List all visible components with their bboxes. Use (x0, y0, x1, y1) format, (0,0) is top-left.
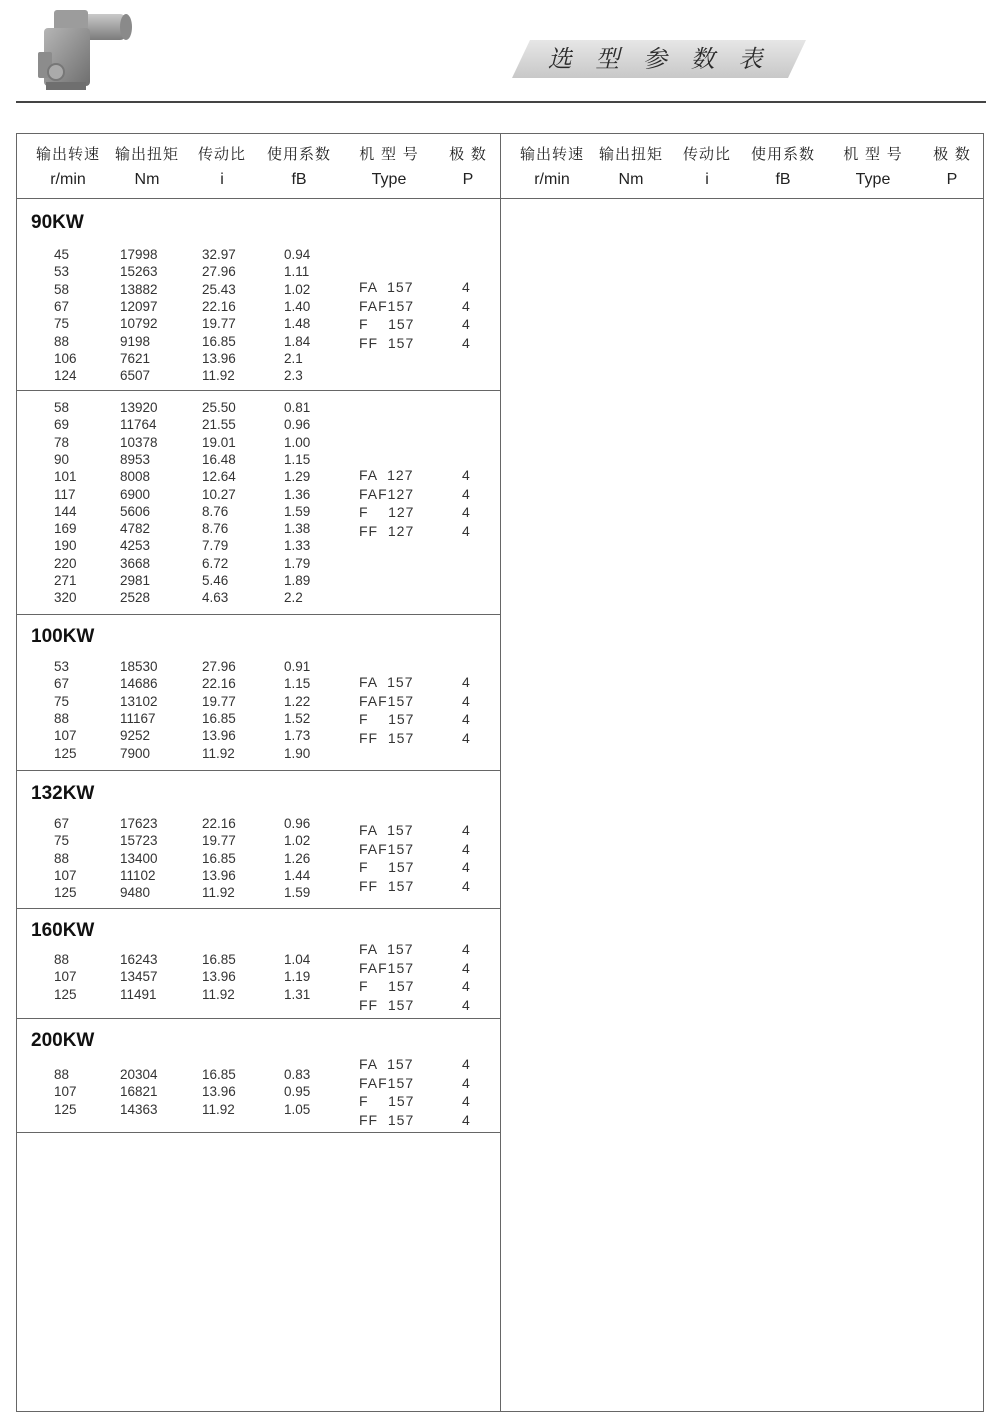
ratio-cell: 7.79 (202, 538, 229, 554)
model-type-cell: FA 157 (359, 674, 414, 690)
column-divider (500, 133, 501, 1412)
service-factor-cell: 1.59 (284, 503, 311, 519)
torque-cell: 11764 (120, 417, 157, 433)
poles-cell: 4 (462, 522, 470, 539)
torque-cell: 13102 (120, 693, 158, 709)
ratio-cell: 16.85 (202, 850, 236, 866)
poles-cell: 4 (462, 1093, 470, 1109)
ratio-cell: 22.16 (202, 298, 236, 314)
section-divider (16, 1132, 500, 1133)
poles-cell: 4 (462, 297, 470, 314)
ratio-cell: 21.55 (202, 417, 236, 433)
torque-cell: 11167 (120, 710, 156, 726)
speed-cell: 106 (54, 350, 77, 366)
torque-cell: 8953 (120, 451, 151, 467)
torque-cell: 17998 (120, 247, 158, 262)
model-type-cell: FAF157 (359, 840, 415, 857)
poles-cell: 4 (462, 674, 470, 690)
service-factor-cell: 1.79 (284, 555, 311, 571)
table-row (16, 572, 316, 589)
section-divider (16, 908, 500, 909)
model-type-cell: F 157 (359, 711, 415, 727)
speed-cell: 88 (54, 850, 70, 866)
model-type-cell: FAF157 (359, 692, 415, 709)
model-row (16, 1111, 500, 1129)
ratio-cell: 22.16 (202, 676, 236, 692)
model-type-cell: FAF127 (359, 485, 415, 502)
poles-cell: 4 (462, 840, 470, 857)
ratio-cell: 11.92 (202, 885, 235, 901)
table-row (16, 434, 316, 451)
power-rating-label: 160KW (31, 920, 95, 941)
service-factor-cell: 1.90 (284, 745, 311, 761)
ratio-cell: 13.96 (202, 350, 236, 366)
col-header-poles: 极 数 P (449, 145, 487, 188)
torque-cell: 13920 (120, 400, 158, 415)
speed-cell: 125 (54, 745, 77, 761)
col-header-speed-right: 输出转速 r/min (519, 145, 584, 188)
torque-cell: 13882 (120, 281, 158, 297)
speed-cell: 88 (54, 1067, 70, 1082)
power-rating-label: 132KW (31, 783, 95, 804)
service-factor-cell: 0.95 (284, 1084, 311, 1100)
service-factor-cell: 2.1 (284, 350, 303, 366)
model-type-cell: FA 157 (359, 941, 414, 957)
col-header-speed: 输出转速 r/min (35, 145, 100, 188)
ratio-cell: 6.72 (202, 555, 229, 571)
model-type-cell: FF 157 (359, 729, 415, 746)
model-row (16, 877, 500, 895)
ratio-cell: 25.50 (202, 400, 236, 415)
torque-cell: 10792 (120, 316, 158, 332)
model-type-cell: FA 157 (359, 822, 414, 838)
torque-cell: 14686 (120, 676, 158, 692)
col-header-torque-right: 输出扭矩 Nm (598, 145, 663, 188)
service-factor-cell: 1.15 (284, 676, 311, 692)
torque-cell: 6507 (120, 368, 151, 384)
service-factor-cell: 1.15 (284, 451, 311, 467)
model-row (16, 1092, 500, 1110)
model-row (16, 996, 500, 1014)
torque-cell: 16243 (120, 952, 158, 967)
model-row (16, 334, 500, 352)
torque-cell: 7900 (120, 745, 151, 761)
model-type-cell: F 157 (359, 316, 415, 332)
speed-cell: 67 (54, 676, 70, 692)
poles-cell: 4 (462, 959, 470, 976)
model-row (16, 940, 500, 958)
col-header-type: 机 型 号 Type (359, 145, 419, 188)
ratio-cell: 16.48 (202, 451, 236, 467)
service-factor-cell: 2.2 (284, 590, 303, 606)
ratio-cell: 8.76 (202, 521, 229, 537)
service-factor-cell: 1.33 (284, 538, 311, 554)
power-rating-label: 200KW (31, 1030, 95, 1051)
ratio-cell: 4.63 (202, 590, 229, 606)
torque-cell: 13400 (120, 850, 158, 866)
ratio-cell: 12.64 (202, 469, 236, 485)
table-row (16, 416, 316, 433)
speed-cell: 75 (54, 693, 70, 709)
model-row (16, 297, 500, 315)
torque-cell: 4253 (120, 538, 151, 554)
poles-cell: 4 (462, 978, 470, 994)
poles-cell: 4 (462, 334, 470, 351)
model-type-cell: FAF157 (359, 959, 415, 976)
model-type-cell: FA 157 (359, 1056, 414, 1072)
model-type-cell: F 157 (359, 978, 415, 994)
speed-cell: 88 (54, 710, 70, 726)
speed-cell: 69 (54, 417, 70, 433)
torque-cell: 9480 (120, 885, 151, 901)
ratio-cell: 19.01 (202, 434, 236, 450)
ratio-cell: 11.92 (202, 1101, 235, 1117)
service-factor-cell: 1.44 (284, 867, 311, 883)
service-factor-cell: 1.19 (284, 969, 311, 985)
model-type-cell: F 157 (359, 859, 415, 875)
speed-cell: 75 (54, 833, 70, 849)
service-factor-cell: 1.11 (284, 264, 310, 280)
speed-cell: 117 (54, 486, 76, 502)
poles-cell: 4 (462, 822, 470, 838)
speed-cell: 107 (54, 969, 77, 985)
model-row (16, 673, 500, 691)
ratio-cell: 16.85 (202, 710, 236, 726)
table-row (16, 555, 316, 572)
model-row (16, 522, 500, 540)
speed-cell: 53 (54, 264, 70, 280)
poles-cell: 4 (462, 1111, 470, 1128)
power-rating-label: 90KW (31, 212, 84, 233)
torque-cell: 20304 (120, 1067, 158, 1082)
table-row (16, 246, 316, 263)
torque-cell: 8008 (120, 469, 151, 485)
title-banner (512, 40, 806, 78)
service-factor-cell: 1.04 (284, 952, 311, 967)
model-type-cell: FAF157 (359, 1074, 415, 1091)
speed-cell: 101 (54, 469, 77, 485)
ratio-cell: 27.96 (202, 659, 236, 674)
torque-cell: 9198 (120, 333, 151, 349)
poles-cell: 4 (462, 941, 470, 957)
ratio-cell: 16.85 (202, 952, 236, 967)
speed-cell: 124 (54, 368, 77, 384)
speed-cell: 58 (54, 281, 70, 297)
speed-cell: 58 (54, 400, 70, 415)
model-type-cell: F 127 (359, 504, 415, 520)
service-factor-cell: 1.29 (284, 469, 311, 485)
section-divider (16, 614, 500, 615)
service-factor-cell: 0.81 (284, 400, 311, 415)
ratio-cell: 11.92 (202, 986, 235, 1002)
service-factor-cell: 1.36 (284, 486, 311, 502)
col-header-ratio-right: 传动比 i (682, 145, 731, 188)
ratio-cell: 11.92 (202, 368, 235, 384)
ratio-cell: 19.77 (202, 693, 236, 709)
service-factor-cell: 1.59 (284, 885, 311, 901)
service-factor-cell: 1.48 (284, 316, 311, 332)
model-type-cell: FF 157 (359, 996, 415, 1013)
ratio-cell: 16.85 (202, 1067, 236, 1082)
ratio-cell: 11.92 (202, 745, 235, 761)
col-header-service-factor-right: 使用系数 fB (750, 145, 815, 188)
speed-cell: 125 (54, 1101, 77, 1117)
table-row (16, 589, 316, 606)
service-factor-cell: 0.83 (284, 1067, 311, 1082)
torque-cell: 14363 (120, 1101, 158, 1117)
torque-cell: 2981 (120, 573, 151, 588)
speed-cell: 144 (54, 503, 77, 519)
model-type-cell: FF 157 (359, 877, 415, 894)
model-type-cell: FF 157 (359, 1111, 415, 1128)
poles-cell: 4 (462, 279, 470, 295)
ratio-cell: 25.43 (202, 281, 236, 297)
table-row (16, 350, 316, 367)
service-factor-cell: 0.91 (284, 659, 311, 674)
service-factor-cell: 1.38 (284, 521, 311, 537)
ratio-cell: 13.96 (202, 867, 236, 883)
model-row (16, 858, 500, 876)
poles-cell: 4 (462, 996, 470, 1013)
poles-cell: 4 (462, 316, 470, 332)
col-header-poles-right: 极 数 P (933, 145, 971, 188)
speed-cell: 125 (54, 885, 77, 901)
model-row (16, 1055, 500, 1073)
speed-cell: 220 (54, 555, 77, 571)
poles-cell: 4 (462, 729, 470, 746)
poles-cell: 4 (462, 1056, 470, 1072)
col-header-torque: 输出扭矩 Nm (114, 145, 179, 188)
model-row (16, 729, 500, 747)
torque-cell: 4782 (120, 521, 151, 537)
ratio-cell: 8.76 (202, 503, 229, 519)
poles-cell: 4 (462, 711, 470, 727)
model-row (16, 485, 500, 503)
gear-motor-icon (36, 8, 136, 94)
model-type-cell: FA 157 (359, 279, 414, 295)
speed-cell: 53 (54, 659, 70, 674)
model-row (16, 1074, 500, 1092)
model-row (16, 959, 500, 977)
speed-cell: 190 (54, 538, 77, 554)
service-factor-cell: 1.02 (284, 281, 311, 297)
ratio-cell: 32.97 (202, 247, 236, 262)
col-header-ratio: 传动比 i (197, 145, 246, 188)
header-divider (16, 198, 984, 199)
service-factor-cell: 0.96 (284, 417, 311, 433)
ratio-cell: 13.96 (202, 1084, 236, 1100)
service-factor-cell: 2.3 (284, 368, 303, 384)
speed-cell: 320 (54, 590, 77, 606)
speed-cell: 67 (54, 816, 70, 831)
ratio-cell: 22.16 (202, 816, 236, 831)
model-type-cell: FF 157 (359, 334, 415, 351)
torque-cell: 6900 (120, 486, 151, 502)
torque-cell: 11102 (120, 867, 156, 883)
ratio-cell: 19.77 (202, 316, 236, 332)
torque-cell: 11491 (120, 986, 157, 1002)
header-rule (16, 101, 986, 103)
speed-cell: 125 (54, 986, 77, 1002)
page-title: 选 型 参 数 表 (547, 45, 771, 73)
torque-cell: 17623 (120, 816, 158, 831)
ratio-cell: 13.96 (202, 969, 236, 985)
poles-cell: 4 (462, 1074, 470, 1091)
service-factor-cell: 1.73 (284, 728, 311, 744)
torque-cell: 3668 (120, 555, 151, 571)
poles-cell: 4 (462, 859, 470, 875)
service-factor-cell: 0.96 (284, 816, 311, 831)
ratio-cell: 19.77 (202, 833, 236, 849)
speed-cell: 88 (54, 952, 70, 967)
torque-cell: 18530 (120, 659, 158, 674)
speed-cell: 75 (54, 316, 70, 332)
speed-cell: 88 (54, 333, 70, 349)
section-divider (16, 390, 500, 391)
table-row (16, 537, 316, 554)
torque-cell: 2528 (120, 590, 151, 606)
service-factor-cell: 1.02 (284, 833, 311, 849)
model-row (16, 466, 500, 484)
speed-cell: 107 (54, 867, 77, 883)
torque-cell: 16821 (120, 1084, 158, 1100)
section-divider (16, 1018, 500, 1019)
service-factor-cell: 1.40 (284, 298, 311, 314)
torque-cell: 5606 (120, 503, 151, 519)
poles-cell: 4 (462, 504, 470, 520)
speed-cell: 107 (54, 728, 77, 744)
table-row (16, 399, 316, 416)
ratio-cell: 27.96 (202, 264, 236, 280)
poles-cell: 4 (462, 485, 470, 502)
ratio-cell: 5.46 (202, 573, 229, 588)
speed-cell: 45 (54, 247, 70, 262)
model-type-cell: FAF157 (359, 297, 415, 314)
col-header-type-right: 机 型 号 Type (843, 145, 903, 188)
model-row (16, 278, 500, 296)
model-row (16, 821, 500, 839)
speed-cell: 67 (54, 298, 70, 314)
model-row (16, 710, 500, 728)
section-divider (16, 770, 500, 771)
poles-cell: 4 (462, 877, 470, 894)
service-factor-cell: 1.05 (284, 1101, 311, 1117)
speed-cell: 107 (54, 1084, 77, 1100)
model-row (16, 315, 500, 333)
torque-cell: 10378 (120, 434, 158, 450)
model-type-cell: FA 127 (359, 467, 414, 483)
service-factor-cell: 1.00 (284, 434, 311, 450)
table-row (16, 367, 316, 384)
service-factor-cell: 0.94 (284, 247, 311, 262)
ratio-cell: 16.85 (202, 333, 236, 349)
torque-cell: 12097 (120, 298, 158, 314)
speed-cell: 271 (54, 573, 77, 588)
torque-cell: 15263 (120, 264, 158, 280)
power-rating-label: 100KW (31, 626, 95, 647)
model-row (16, 840, 500, 858)
service-factor-cell: 1.89 (284, 573, 311, 588)
service-factor-cell: 1.84 (284, 333, 311, 349)
torque-cell: 15723 (120, 833, 158, 849)
torque-cell: 9252 (120, 728, 151, 744)
poles-cell: 4 (462, 467, 470, 483)
poles-cell: 4 (462, 692, 470, 709)
model-row (16, 503, 500, 521)
model-type-cell: F 157 (359, 1093, 415, 1109)
speed-cell: 90 (54, 451, 70, 467)
speed-cell: 78 (54, 434, 70, 450)
torque-cell: 13457 (120, 969, 158, 985)
torque-cell: 7621 (120, 350, 151, 366)
col-header-service-factor: 使用系数 fB (266, 145, 331, 188)
ratio-cell: 13.96 (202, 728, 236, 744)
speed-cell: 169 (54, 521, 77, 537)
service-factor-cell: 1.22 (284, 693, 311, 709)
service-factor-cell: 1.52 (284, 710, 311, 726)
table-row (16, 745, 316, 762)
service-factor-cell: 1.26 (284, 850, 311, 866)
model-row (16, 692, 500, 710)
ratio-cell: 10.27 (202, 486, 236, 502)
model-row (16, 977, 500, 995)
model-type-cell: FF 127 (359, 522, 415, 539)
service-factor-cell: 1.31 (284, 986, 311, 1002)
